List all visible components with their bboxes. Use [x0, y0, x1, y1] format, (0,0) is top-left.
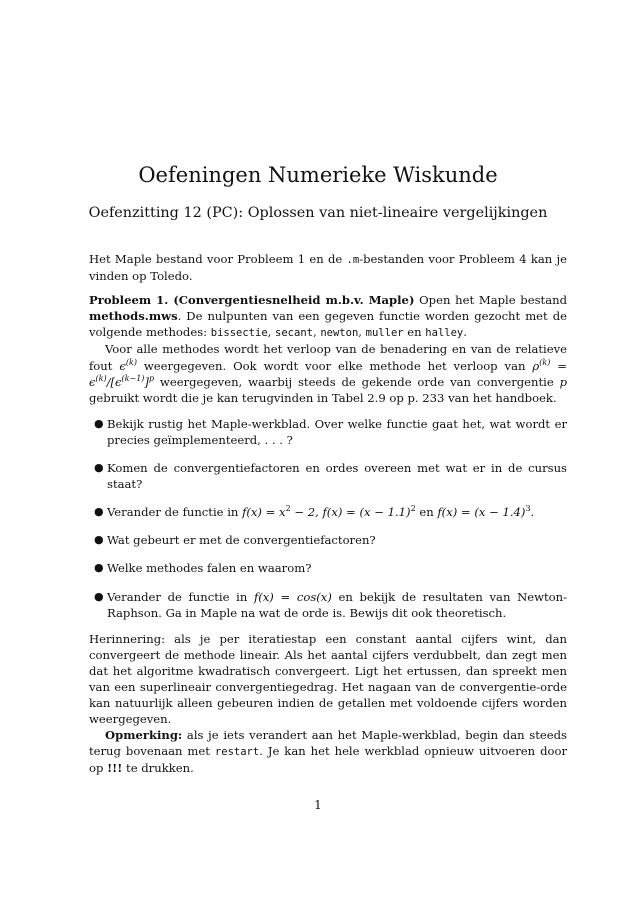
bullet-icon: ●	[94, 533, 104, 547]
intro-code: .m	[346, 254, 360, 266]
separator: ,	[312, 325, 321, 340]
remark-bang: !!!	[107, 761, 123, 776]
problem1-heading: Probleem 1. (Convergentiesnelheid m.b.v. Maple)	[89, 293, 415, 308]
separator: ,	[267, 325, 276, 340]
document-body	[89, 251, 567, 777]
method-name: muller	[365, 327, 404, 340]
problem1-paragraph-2	[89, 341, 567, 405]
problem1-text-3: Voor alle methodes wordt het verloop van de benadering en van de relatieve fout	[89, 342, 567, 373]
problem1-text: Open het Maple bestand	[414, 293, 568, 308]
problem1-text-5: weergegeven, waarbij steeds de gekende orde van convergentie	[154, 374, 560, 389]
math-rho-formula: $\rho^{(k)} = \epsilon^{(k)}/[\epsilon^{(k-1)}]^p$	[89, 357, 567, 389]
problem1-filename: methods.mws	[89, 309, 178, 324]
problem1-text-6: gebruikt wordt die je kan terugvinden in Tabel 2.9 op p. 233 van het handboek.	[89, 390, 557, 405]
bullet-icon: ●	[94, 461, 104, 475]
bullet-icon: ●	[94, 416, 104, 430]
task-list	[89, 416, 567, 621]
problem1-paragraph	[89, 292, 567, 341]
list-item: ● Wat gebeurt er met de convergentiefactoren?	[94, 533, 376, 548]
remark-label: Opmerking:	[105, 728, 183, 743]
math-eps: $\epsilon^{(k)}$	[119, 357, 137, 373]
method-name: newton	[320, 327, 359, 340]
list-item: ● Verander de functie in $f(x) = x^2 - 2$, $f(x) = (x - 1.1)^2$ en $f(x) = (x - 1.4)^3$.	[94, 504, 535, 520]
intro-text-2: -bestanden voor Probleem 4 kan je vinden op Toledo.	[89, 252, 567, 284]
intro-text: Het Maple bestand voor Probleem 1 en de	[89, 252, 347, 266]
bullet-icon: ●	[94, 561, 104, 575]
math-p: p	[559, 374, 567, 389]
method-name: secant	[275, 327, 313, 340]
list-item: ● Verander de functie in f(x) = cos(x) en bekijk de resultaten van Newton-Raphson. Ga in Maple na wat de orde is. Bewijs dit ook theoretisch.	[94, 589, 568, 620]
page-subtitle: Oefenzitting 12 (PC): Oplossen van niet-lineaire vergelijkingen	[88, 205, 548, 221]
page-number: 1	[314, 798, 322, 812]
bullet-icon: ●	[94, 505, 104, 519]
problem1-text-4: weergegeven. Ook wordt voor elke methode het verloop van	[136, 358, 533, 373]
method-name: bissectie	[210, 327, 268, 340]
list-item: ● Komen de convergentiefactoren en ordes overeen met wat er in de cursus staat?	[94, 461, 567, 492]
reminder-paragraph: Herinnering: als je per iteratiestap een constant aantal cijfers wint, dan convergeert de methode lineair. Als het aantal cijfers verdubbelt, dan zegt men dat het algoritme kwadratisch convergeert. Ligt het ertussen, dan spreekt men van een superlineair convergentiegedrag. Het nagaan van de convergentie-orde kan natuurlijk alleen gebeuren indien de getallen met voldoende cijfers worden weergegeven.	[89, 631, 567, 727]
intro-paragraph	[89, 251, 567, 284]
list-item: ● Bekijk rustig het Maple-werkblad. Over welke functie gaat het, wat wordt er precies geïmplementeerd, . . . ?	[94, 416, 567, 447]
problem1-text-2: . De nulpunten van een gegeven functie worden gezocht met de volgende methodes:	[89, 309, 567, 340]
method-name: halley	[425, 327, 464, 340]
remark-code: restart	[214, 746, 260, 759]
page-title: Oefeningen Numerieke Wiskunde	[138, 163, 498, 187]
bullet-icon: ●	[94, 589, 104, 603]
list-item: ● Welke methodes falen en waarom?	[94, 561, 312, 576]
separator: en	[403, 325, 426, 340]
separator: .	[463, 325, 467, 340]
separator: ,	[358, 325, 366, 340]
remark-paragraph: Opmerking: als je iets verandert aan het Maple-werkblad, begin dan steeds terug bovenaan met restart. Je kan het hele werkblad opnieuw uitvoeren door op !!! te drukken.	[89, 728, 567, 776]
